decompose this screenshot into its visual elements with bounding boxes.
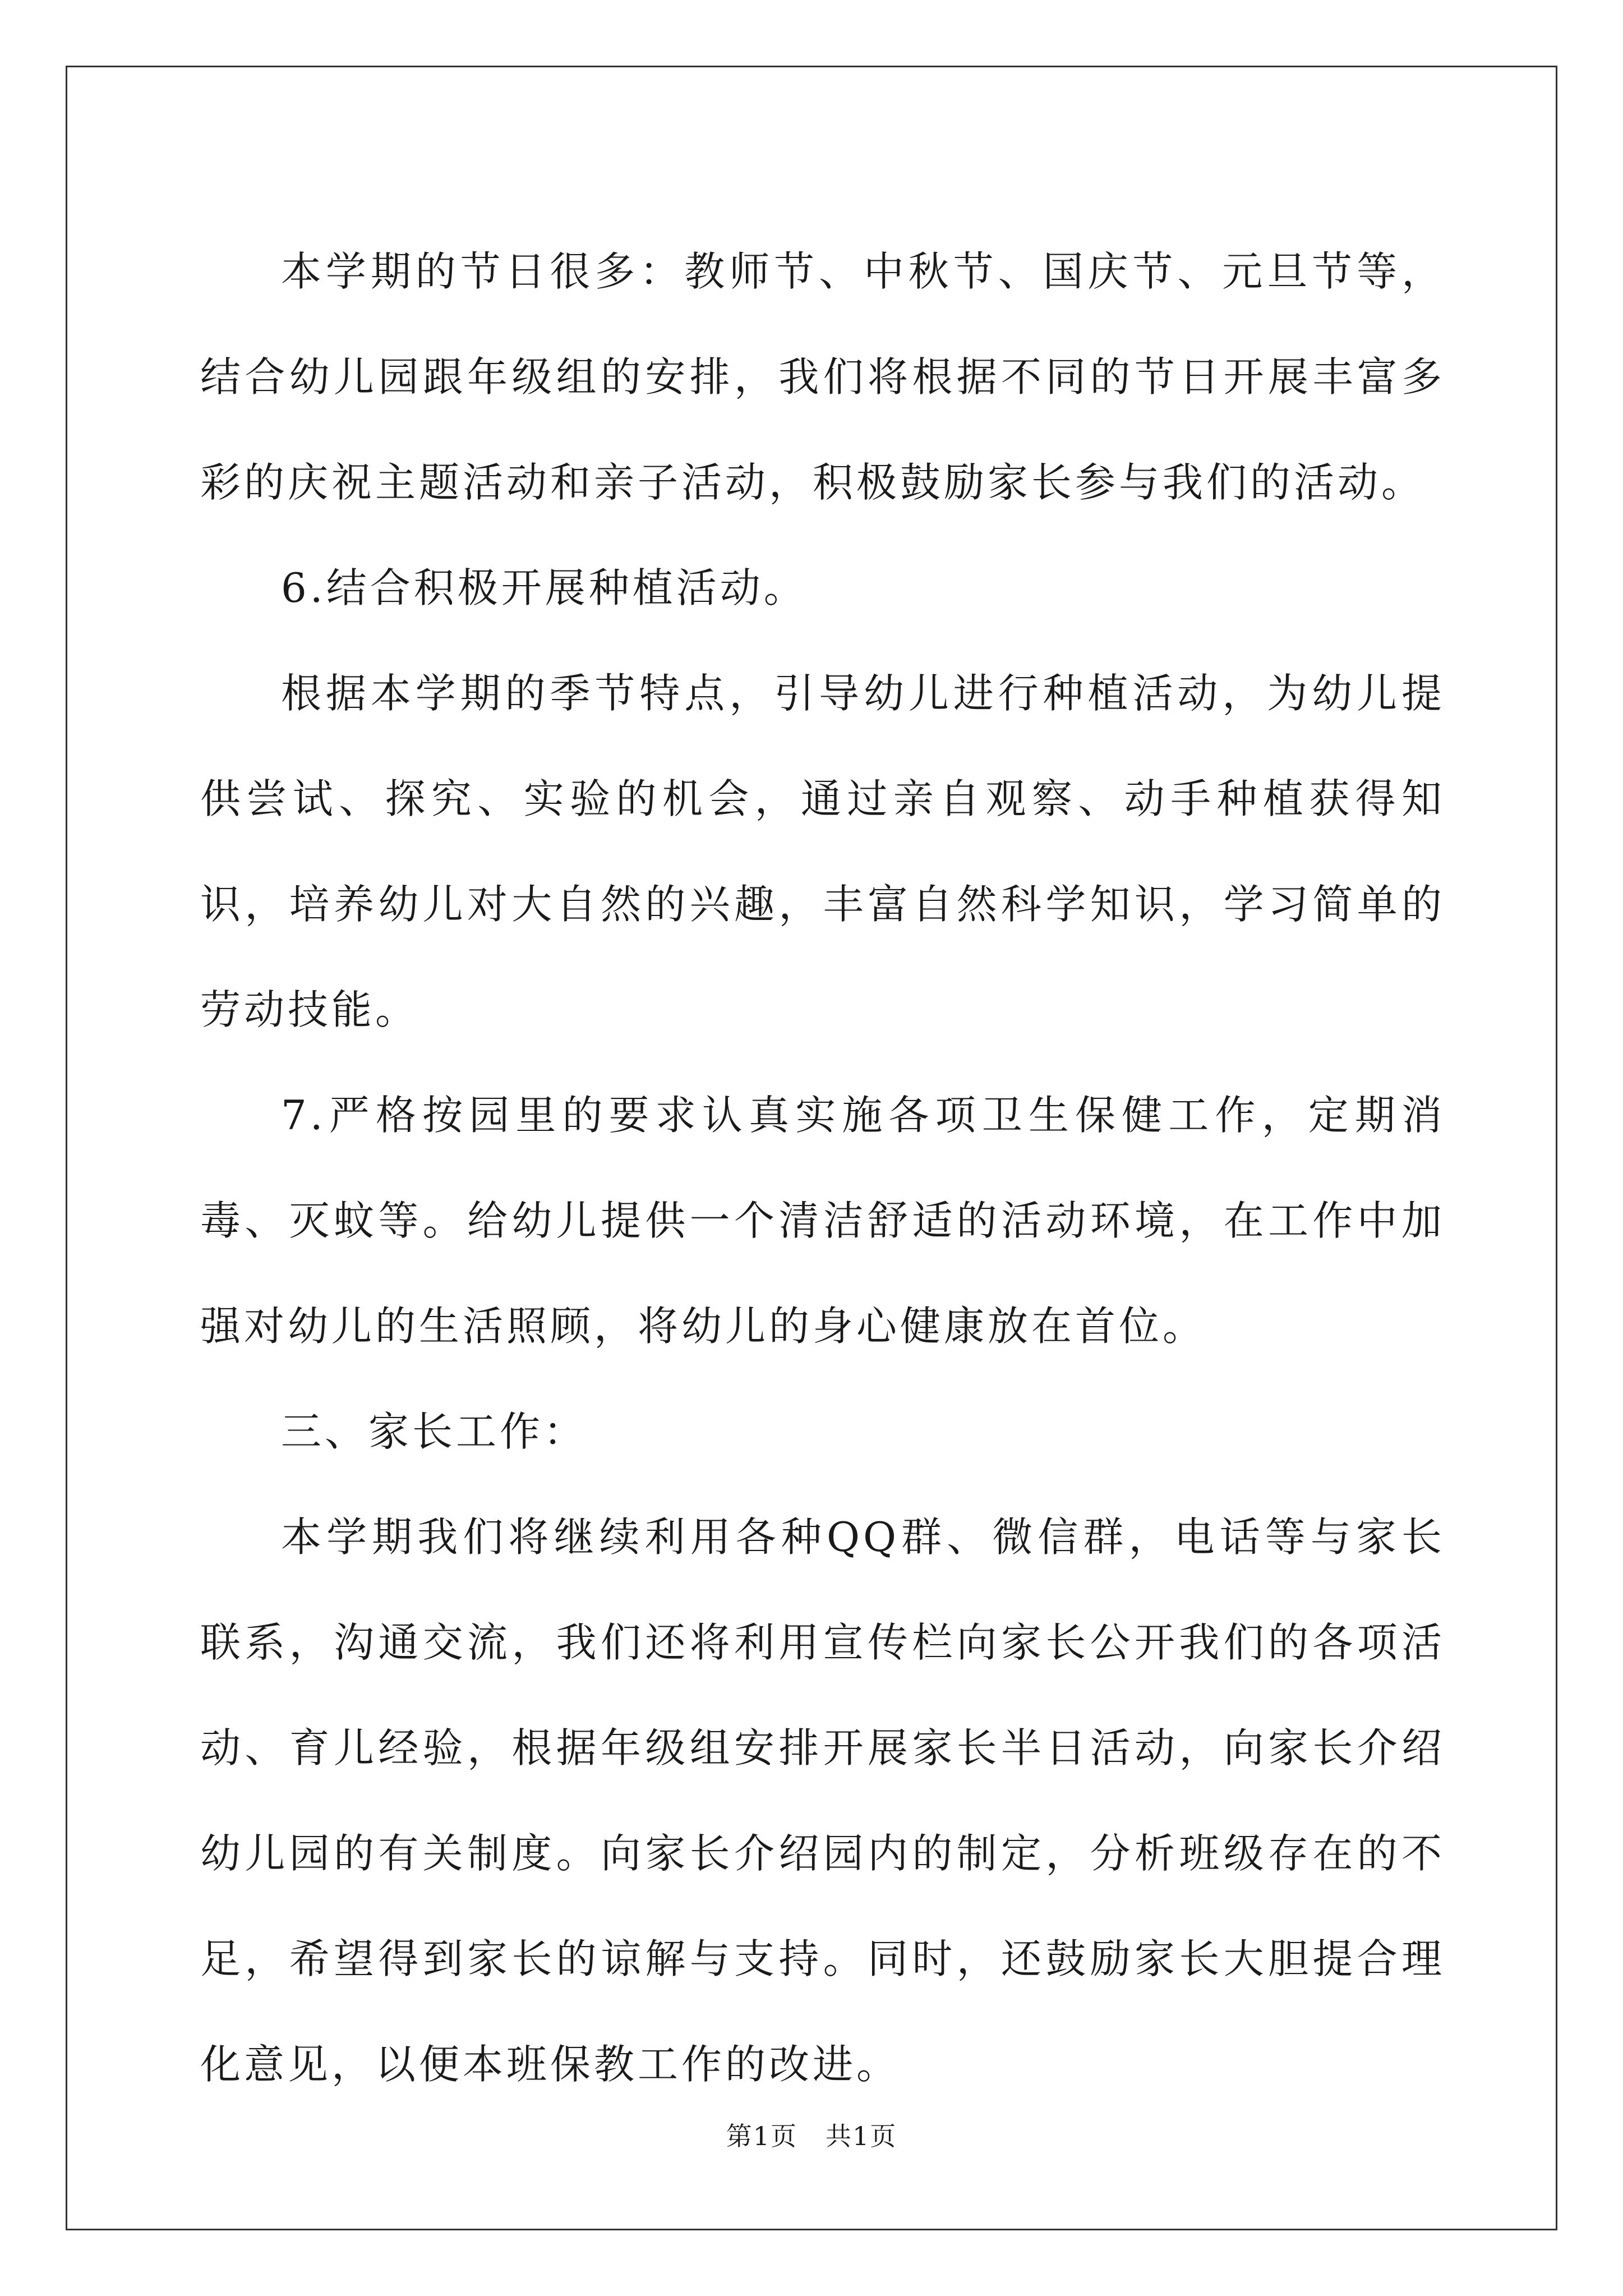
section-heading-parent-work: 三、家长工作：: [281, 1408, 588, 1455]
page-number-total: 共1页: [826, 2121, 897, 2151]
page-footer: [0, 2119, 1623, 2153]
page-number-current: 第1页: [726, 2121, 797, 2151]
paragraph-planting: 根据本学期的季节特点，引导幼儿进行种植活动，为幼儿提供尝试、探究、实验的机会，通过亲自观察、动手种植获得知识，培养幼儿对大自然的兴趣，丰富自然科学知识，学习简单的劳动技能。: [200, 670, 1445, 1033]
paragraph-item-7-hygiene: 7.严格按园里的要求认真实施各项卫生保健工作，定期消毒、灭蚊等。给幼儿提供一个清洁舒适的活动环境，在工作中加强对幼儿的生活照顾，将幼儿的身心健康放在首位。: [200, 1092, 1445, 1350]
document-body: [200, 219, 1445, 2117]
paragraph-parent-communication: 本学期我们将继续利用各种QQ群、微信群，电话等与家长联系，沟通交流，我们还将利用宣传栏向家长公开我们的各项活动、育儿经验，根据年级组安排开展家长半日活动，向家长介绍幼儿园的有关制度。向家长介绍园内的制定，分析班级存在的不足，希望得到家长的谅解与支持。同时，还鼓励家长大胆提合理化意见，以便本班保教工作的改进。: [200, 1513, 1445, 2088]
paragraph-item-6-heading: 6.结合积极开展种植活动。: [281, 564, 808, 611]
paragraph-festivals: 本学期的节日很多：教师节、中秋节、国庆节、元旦节等，结合幼儿园跟年级组的安排，我们将根据不同的节日开展丰富多彩的庆祝主题活动和亲子活动，积极鼓励家长参与我们的活动。: [200, 248, 1445, 506]
